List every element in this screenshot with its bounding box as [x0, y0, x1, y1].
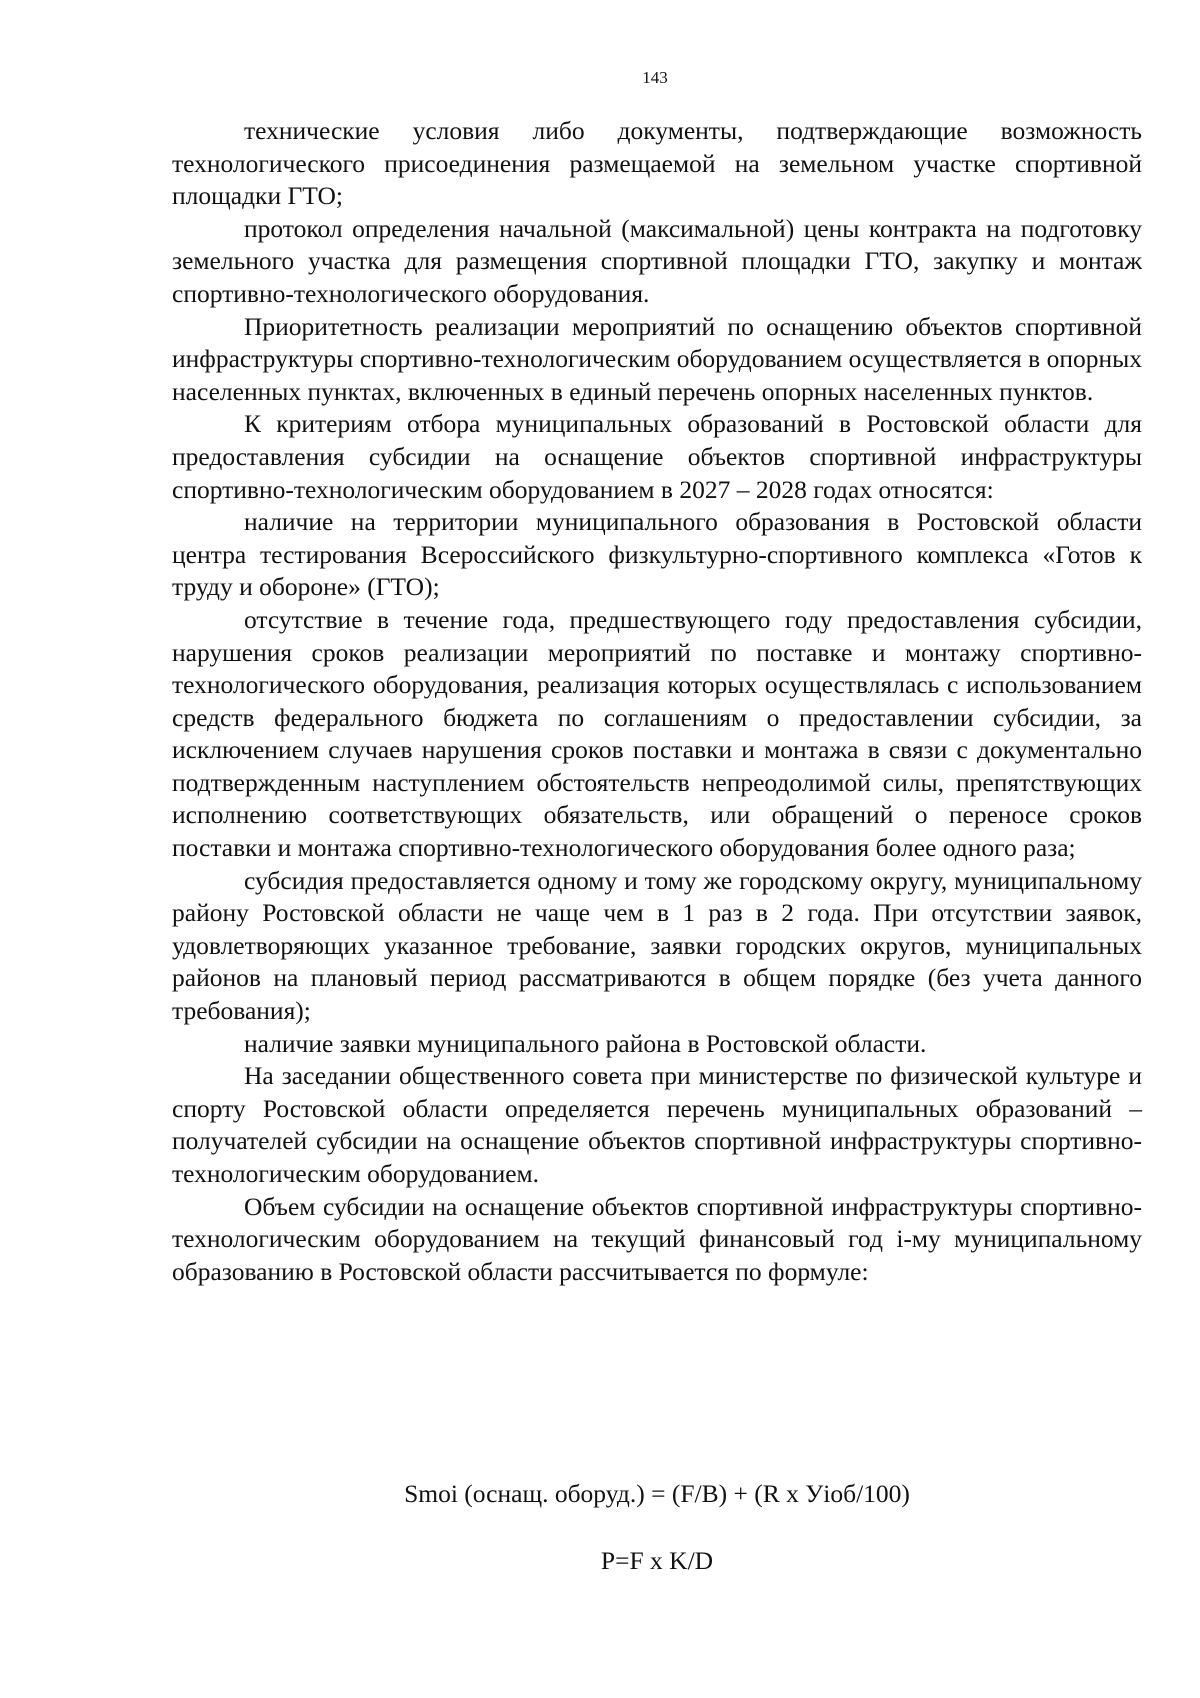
document-body	[172, 115, 1142, 1288]
paragraph-testing-center: наличие на территории муниципального образования в Ростовской области центра тестирования Всероссийского физкультурно-спортивного комплекса «Готов к труду и обороне» (ГТО);	[172, 507, 1142, 602]
paragraph-technical-conditions: технические условия либо документы, подтверждающие возможность технологического присоединения размещаемой на земельном участке спортивной площадки ГТО;	[172, 116, 1142, 211]
paragraph-frequency: субсидия предоставляется одному и тому же городскому округу, муниципальному району Ростовской области не чаще чем в 1 раз в 2 года. При отсутствии заявок, удовлетворяющих указанное требование, заявки городских округов, муниципальных районов на плановый период рассматриваются в общем порядке (без учета данного требования);	[172, 865, 1142, 1026]
paragraph-selection-criteria: К критериям отбора муниципальных образований в Ростовской области для предоставления субсидии на оснащение объектов спортивной инфраструктуры спортивно-технологическим оборудованием в 2027 – 2028 годах относятся:	[172, 409, 1142, 504]
paragraph-application: наличие заявки муниципального района в Ростовской области.	[244, 1028, 927, 1058]
paragraph-no-violations: отсутствие в течение года, предшествующего году предоставления субсидии, нарушения сроков реализации мероприятий по поставке и монтажу спортивно-технологического оборудования, реализация которых осуществлялась с использованием средств федерального бюджета по соглашениям о предоставлении субсидии, за исключением случаев нарушения сроков поставки и монтажа в связи с документально подтвержденным наступлением обстоятельств непреодолимой силы, препятствующих исполнению соответствующих обязательств, или обращений о переносе сроков поставки и монтажа спортивно-технологического оборудования более одного раза;	[172, 604, 1142, 863]
paragraph-priority: Приоритетность реализации мероприятий по оснащению объектов спортивной инфраструктуры спортивно-технологическим оборудованием осуществляется в опорных населенных пунктах, включенных в единый перечень опорных населенных пунктов.	[172, 311, 1142, 406]
paragraph-subsidy-volume: Объем субсидии на оснащение объектов спортивной инфраструктуры спортивно-технологическим оборудованием на текущий финансовый год i-му муниципальному образованию в Ростовской области рассчитывается по формуле:	[172, 1191, 1142, 1286]
paragraph-public-council: На заседании общественного совета при министерстве по физической культуре и спорту Ростовской области определяется перечень муниципальных образований – получателей субсидии на оснащение объектов спортивной инфраструктуры спортивно-технологическим оборудованием.	[172, 1061, 1142, 1188]
formula-p: P=F x K/D	[600, 1546, 714, 1575]
formula-subsidy: Smoi (оснащ. оборуд.) = (F/B) + (R x Уioб/100)	[404, 1479, 910, 1508]
paragraph-price-protocol: протокол определения начальной (максимальной) цены контракта на подготовку земельного участка для размещения спортивной площадки ГТО, закупку и монтаж спортивно-технологического оборудования.	[172, 213, 1142, 308]
page-number: 143	[642, 68, 668, 87]
